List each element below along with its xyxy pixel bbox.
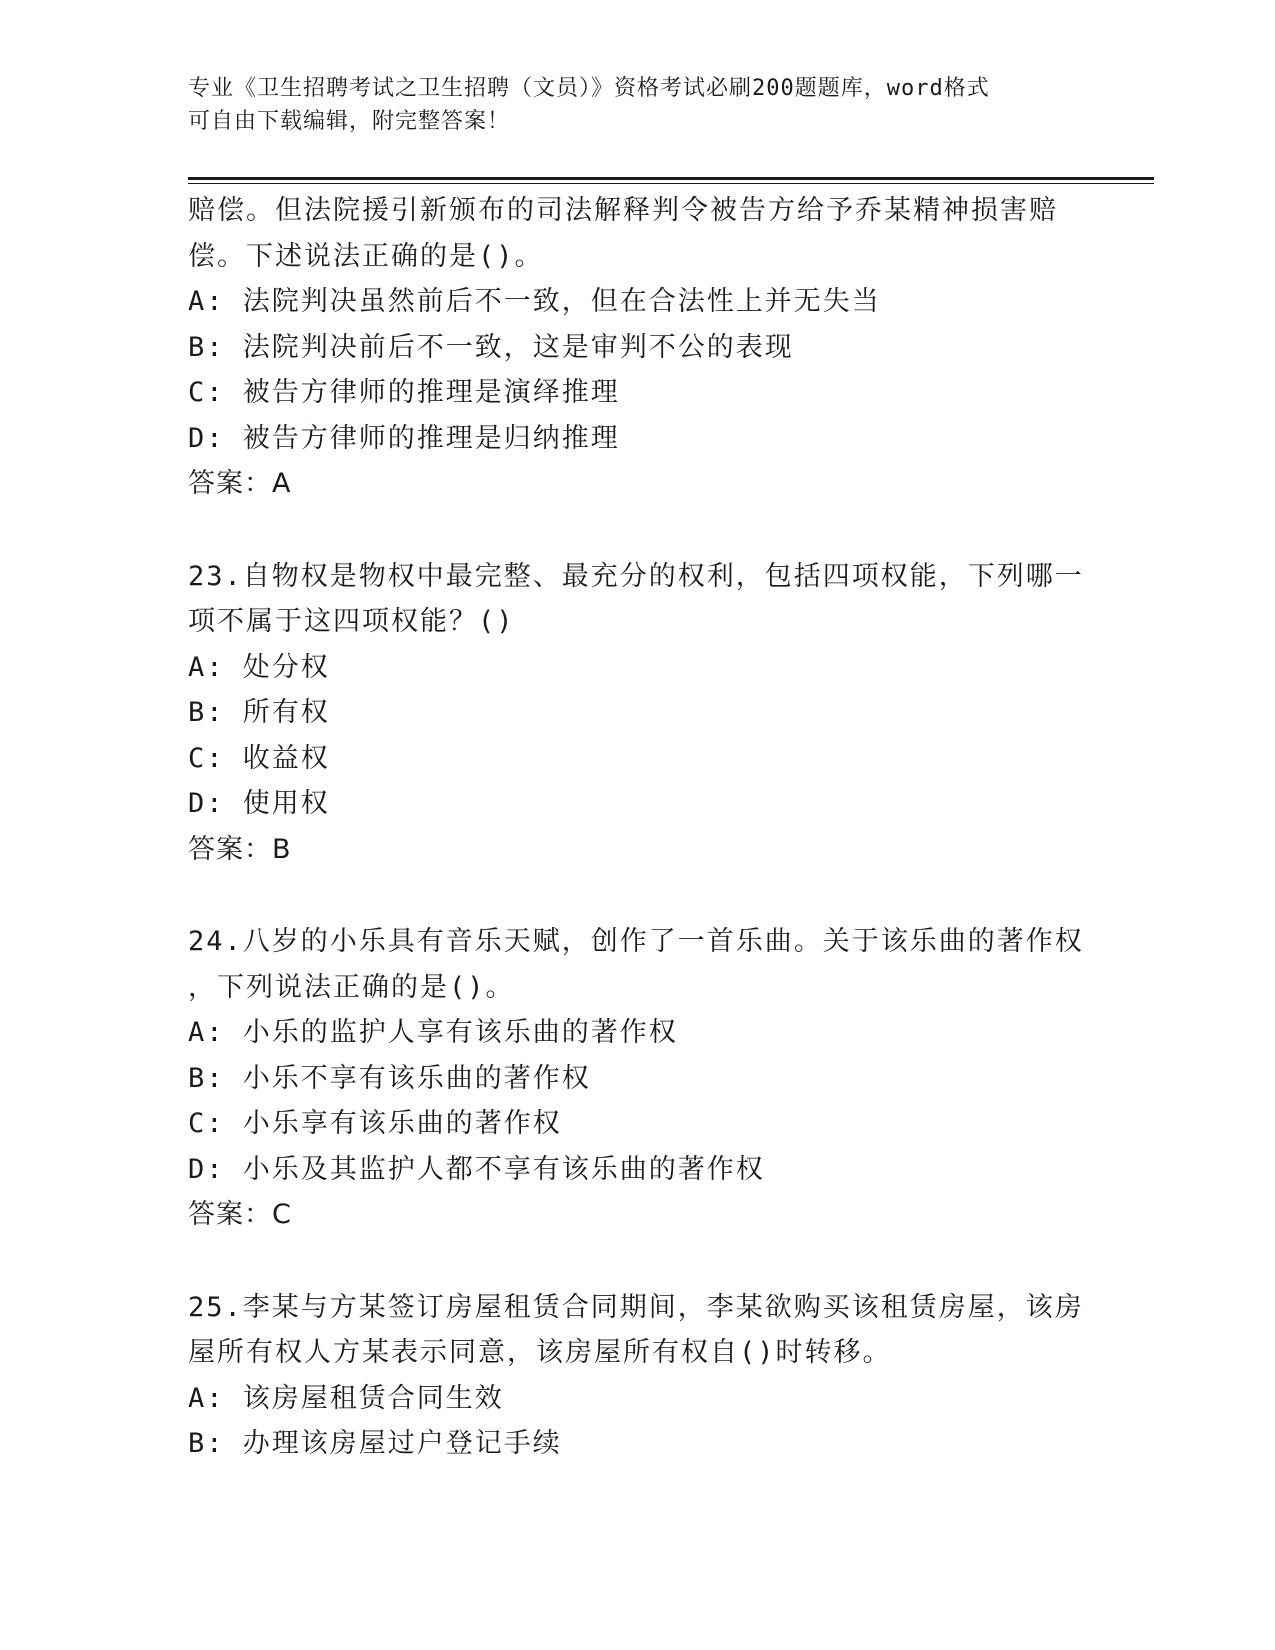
header-rule-thick xyxy=(188,177,1154,180)
question-23-stem-1: 23.自物权是物权中最完整、最充分的权利，包括四项权能，下列哪一 xyxy=(188,560,1084,592)
question-22-continuation-1: 赔偿。但法院援引新颁布的司法解释判令被告方给予乔某精神损害赔 xyxy=(188,195,1058,226)
question-22 xyxy=(188,188,1088,507)
question-23-option-d: D: 使用权 xyxy=(188,788,330,819)
question-22-answer: 答案：A xyxy=(188,468,292,499)
question-25 xyxy=(188,1285,1088,1467)
question-22-option-b: B: 法院判决前后不一致，这是审判不公的表现 xyxy=(188,331,794,363)
question-24-option-d: D: 小乐及其监护人都不享有该乐曲的著作权 xyxy=(188,1153,765,1185)
question-23-option-b: B: 所有权 xyxy=(188,697,330,728)
question-22-option-c: C: 被告方律师的推理是演绎推理 xyxy=(188,377,620,408)
question-23-option-a: A: 处分权 xyxy=(188,651,330,683)
spacer xyxy=(188,872,1088,919)
question-24-stem-2: ，下列说法正确的是()。 xyxy=(188,971,515,1003)
question-23 xyxy=(188,554,1088,873)
question-22-option-a: A: 法院判决虽然前后不一致，但在合法性上并无失当 xyxy=(188,286,881,317)
question-25-stem-2: 屋所有权人方某表示同意，该房屋所有权自()时转移。 xyxy=(188,1337,892,1368)
question-22-option-d: D: 被告方律师的推理是归纳推理 xyxy=(188,422,620,454)
page-header xyxy=(188,72,1088,138)
question-23-answer: 答案：B xyxy=(188,833,292,865)
question-23-option-c: C: 收益权 xyxy=(188,742,330,774)
question-25-option-a: A: 该房屋租赁合同生效 xyxy=(188,1382,504,1414)
question-24-answer: 答案：C xyxy=(188,1199,292,1230)
question-22-continuation-2: 偿。下述说法正确的是()。 xyxy=(188,240,544,272)
question-25-option-b: B: 办理该房屋过户登记手续 xyxy=(188,1428,562,1459)
question-25-stem-1: 25.李某与方某签订房屋租赁合同期间，李某欲购买该租赁房屋，该房 xyxy=(188,1291,1084,1323)
spacer xyxy=(188,1238,1088,1285)
question-24 xyxy=(188,919,1088,1238)
question-24-option-c: C: 小乐享有该乐曲的著作权 xyxy=(188,1108,562,1139)
header-rule-thin xyxy=(188,183,1154,184)
spacer xyxy=(188,507,1088,554)
question-24-option-b: B: 小乐不享有该乐曲的著作权 xyxy=(188,1062,591,1094)
question-24-stem-1: 24.八岁的小乐具有音乐天赋，创作了一首乐曲。关于该乐曲的著作权 xyxy=(188,926,1084,957)
header-line-2: 可自由下载编辑，附完整答案！ xyxy=(188,109,511,134)
question-body xyxy=(188,188,1088,1467)
question-23-stem-2: 项不属于这四项权能？() xyxy=(188,606,515,637)
header-line-1: 专业《卫生招聘考试之卫生招聘（文员）》资格考试必刷200题题库，word格式 xyxy=(188,76,990,101)
question-24-option-a: A: 小乐的监护人享有该乐曲的著作权 xyxy=(188,1017,678,1048)
